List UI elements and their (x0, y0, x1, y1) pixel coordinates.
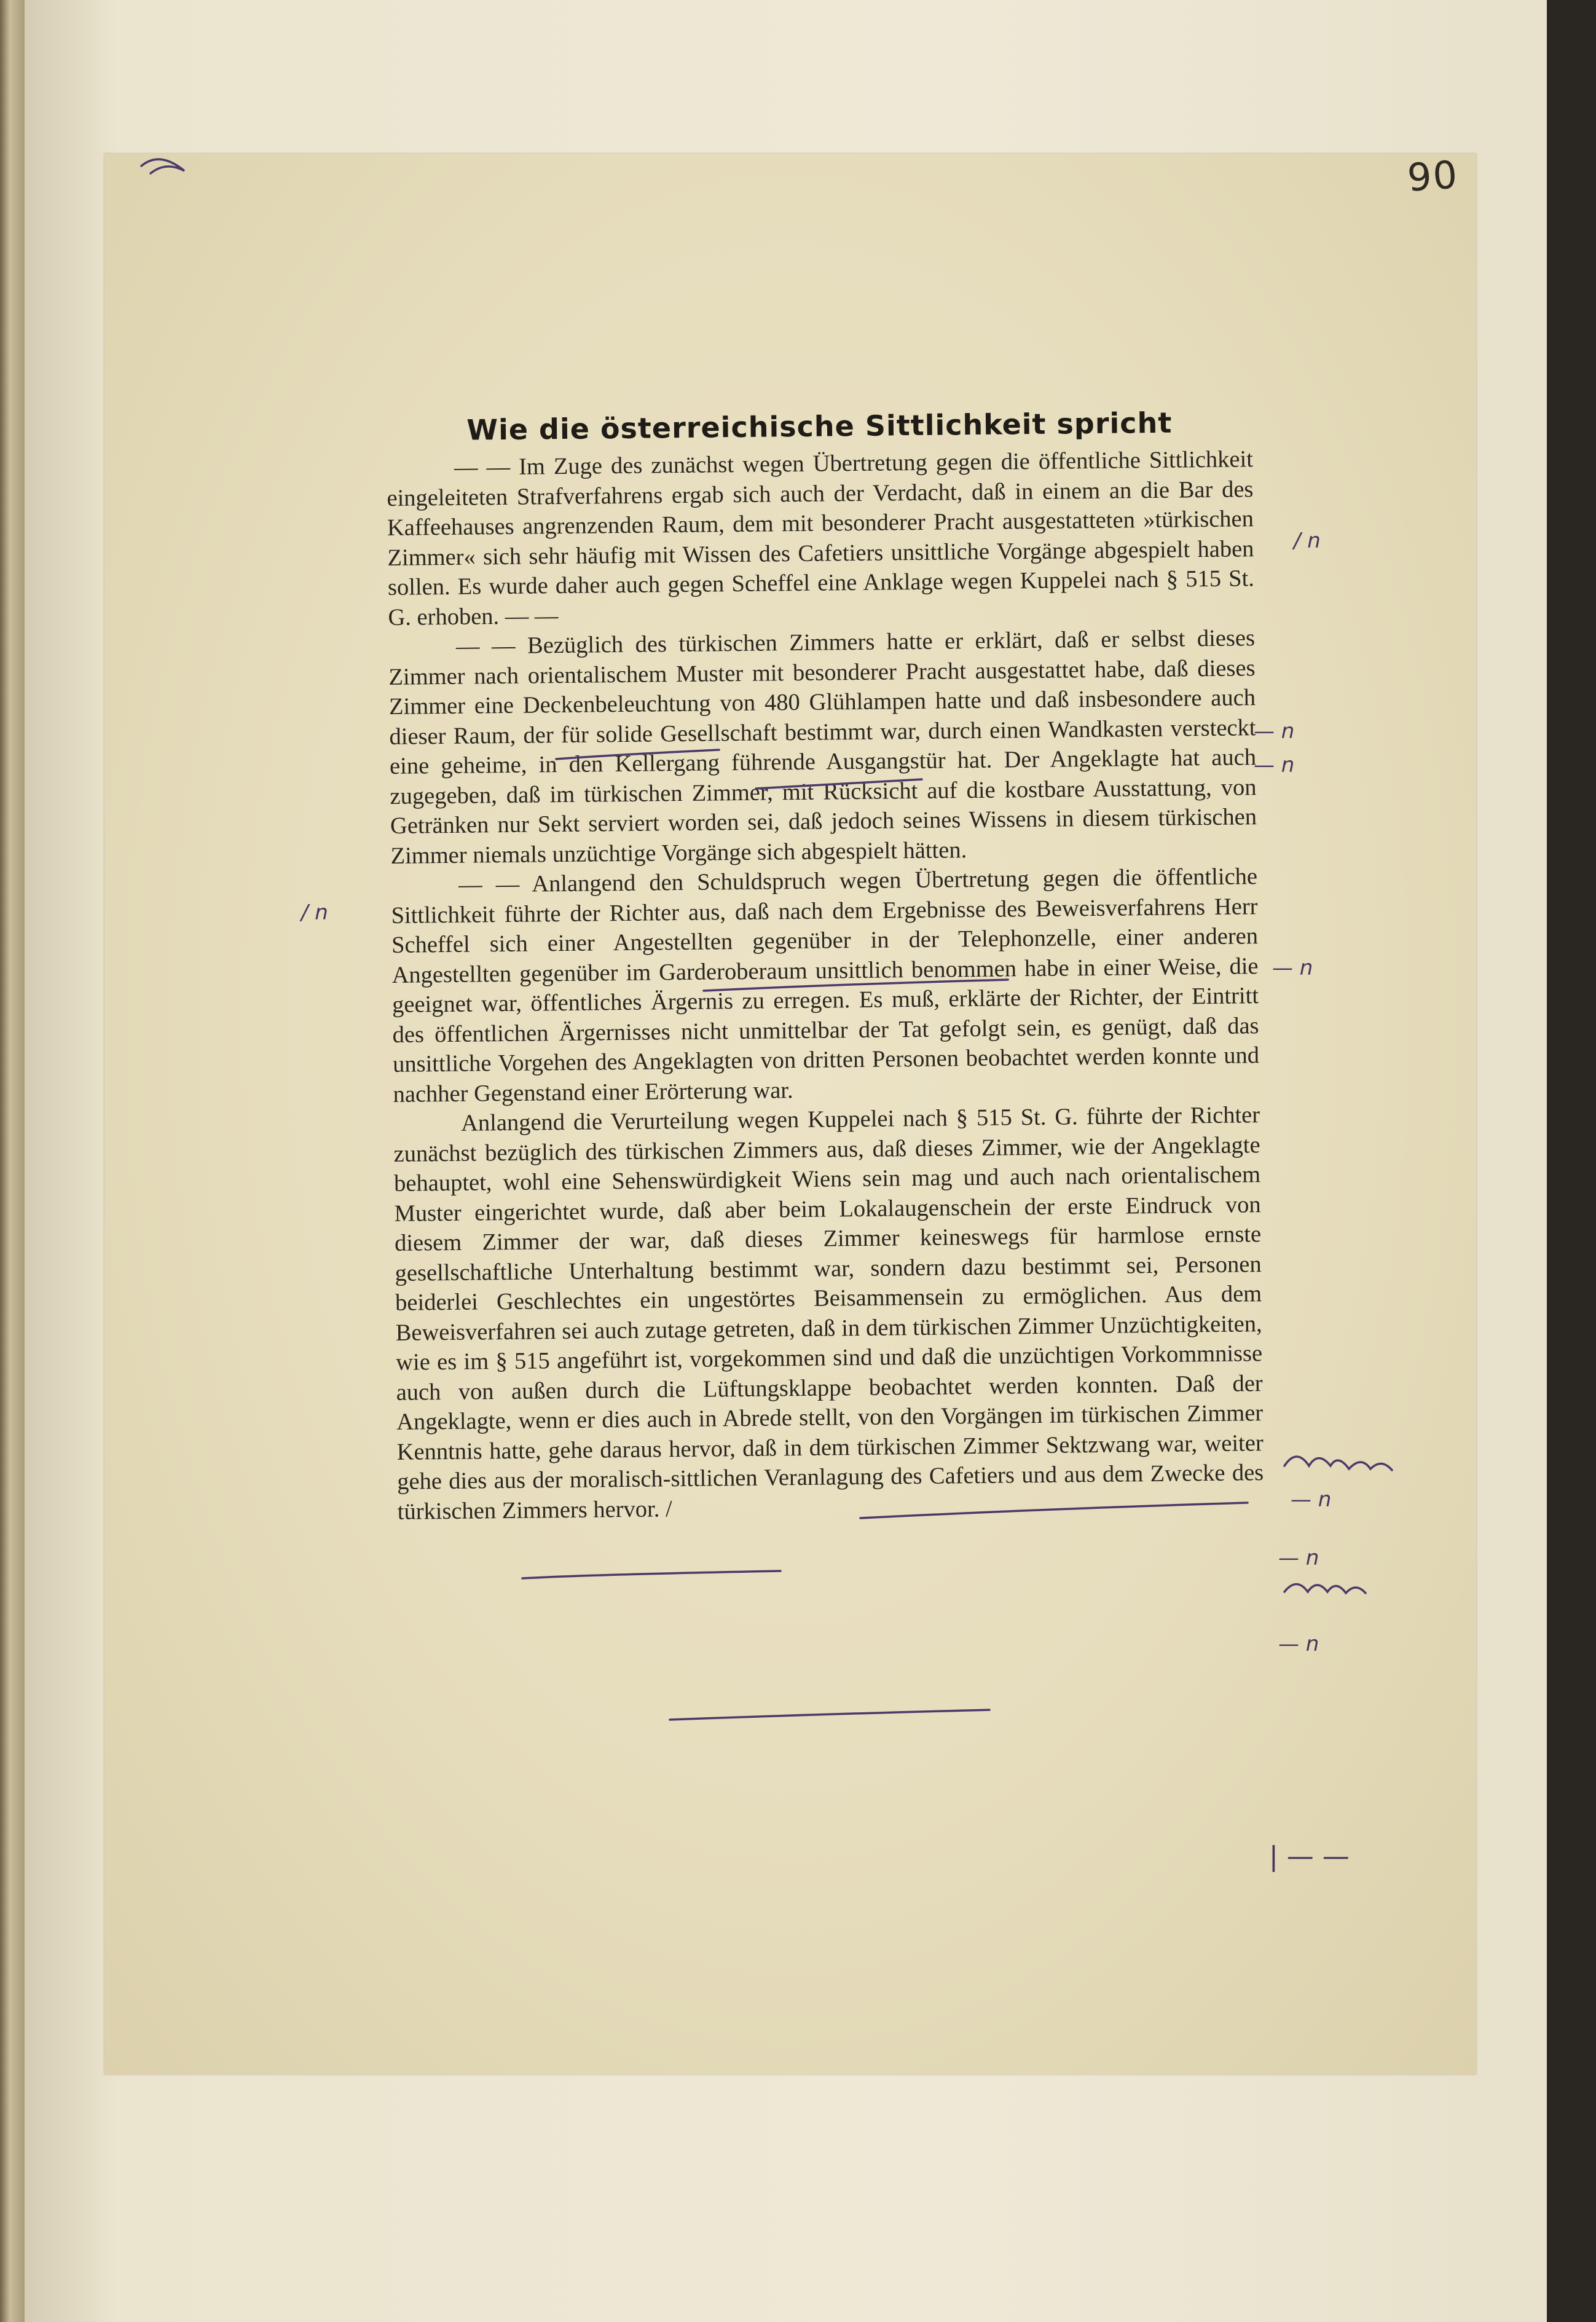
pencil-underline (756, 779, 922, 789)
page-number: 90 (1405, 152, 1460, 200)
handwritten-word (1284, 1584, 1366, 1594)
margin-note: — n (1291, 1487, 1332, 1512)
article-title: Wie die österreichische Sittlichkeit spricht (466, 406, 1173, 447)
margin-note: — n (1278, 1632, 1319, 1656)
margin-note: — n (1272, 956, 1313, 980)
margin-note: — n (1278, 1546, 1319, 1570)
margin-note: — n (1254, 719, 1295, 744)
margin-note: — n (1254, 753, 1295, 777)
pencil-underline (670, 1710, 989, 1720)
margin-note: / n (301, 900, 328, 925)
handwritten-word (1284, 1457, 1392, 1470)
article-paragraph: — — Bezüglich des türkischen Zimmers hatte er erklärt, daß er selbst dieses Zimmer nach orientalischem Muster mit besonderer Pracht ausgestattet habe, daß dieses Zimmer eine Deckenbeleuchtung von 480 Glühlampen hatte und daß insbesondere auch dieser Raum, der für solide Gesellschaft bestimmt war, durch einen Wandkasten versteckt eine geheime, in den Kellergang führende Ausgangstür hat. Der Angeklagte hat auch zugegeben, daß im türkischen Zimmer, mit Rücksicht auf die kostbare Ausstattung, von Getränken nur Sekt serviert worden sei, daß jedoch seines Wissens in diesem türkischen Zimmer niemals unzüchtige Vorgänge sich abgespielt hätten. (388, 625, 1257, 869)
pencil-underline (860, 1503, 1248, 1518)
article-paragraph: Anlangend die Verurteilung wegen Kuppelei nach § 515 St. G. führte der Richter zunächst bezüglich des türkischen Zimmers aus, daß dieses Zimmer, wie der Angeklagte behauptet, wohl eine Sehenswürdigkeit Wiens sein mag und auch nach orientalischem Muster eingerichtet wurde, daß aber beim Lokalaugenschein der erste Eindruck von diesem Zimmer der war, daß dieses Zimmer keineswegs für harmlose ernste gesellschaftliche Unterhaltung bestimmt war, sondern dazu bestimmt sei, Personen beiderlei Geschlechtes ein ungestörtes Beisammensein zu ermöglichen. Aus dem Beweisverfahren sei auch zutage getreten, daß in dem türkischen Zimmer Unzüchtigkeiten, wie es im § 515 angeführt ist, vorgekommen sind und daß die unzüchtigen Vorkommnisse auch von außen durch die Lüftungsklappe beobachtet werden konnten. Daß der Angeklagte, wenn er dies auch in Abrede stellt, von den Vorgängen im türkischen Zimmer Kenntnis hatte, gehe daraus hervor, daß in dem türkischen Zimmer Sektzwang war, weiter gehe dies aus der moralisch-sittlichen Veranlagung des Cafetiers und aus dem Zwecke des türkischen Zimmers hervor. / (393, 1102, 1264, 1525)
article-paragraph: — — Im Zuge des zunächst wegen Übertretung gegen die öffentliche Sittlichkeit eingeleiteten Strafverfahrens ergab sich auch der Verdacht, daß in einem an die Bar des Kaffeehauses angrenzenden Raum, dem mit besonderer Pracht ausgestatteten »türkischen Zimmer« sich sehr häufig mit Wissen des Cafetiers unsittliche Vorgänge abgespielt haben sollen. Es wurde daher auch gegen Scheffel eine Anklage wegen Kuppelei nach § 515 St. G. erhoben. — — (387, 446, 1255, 631)
article-paragraph: — — Anlangend den Schuldspruch wegen Übertretung gegen die öffentliche Sittlichkeit führte der Richter aus, daß nach dem Ergebnisse des Beweisverfahrens Herr Scheffel sich einer Angestellten gegenüber in der Telephonzelle, einer anderen Angestellten gegenüber im Garderoberaum unsittlich benommen habe in einer Weise, die geeignet war, öffentliches Ärgernis zu erregen. Es muß, erklärte der Richter, der Eintritt des öffentlichen Ärgernisses nicht unmittelbar der Tat gefolgt sein, es genügt, daß das unsittliche Vorgehen des Angeklagten von dritten Personen beobachtet werden konnte und nachher Gegenstand einer Erörterung war. (391, 864, 1260, 1108)
pencil-underline (556, 750, 719, 759)
margin-note: / n (1294, 529, 1321, 553)
margin-note: | — — (1269, 1841, 1350, 1872)
pencil-underline (522, 1571, 780, 1578)
pencil-scribble (141, 159, 184, 173)
pencil-underline (704, 980, 1008, 991)
